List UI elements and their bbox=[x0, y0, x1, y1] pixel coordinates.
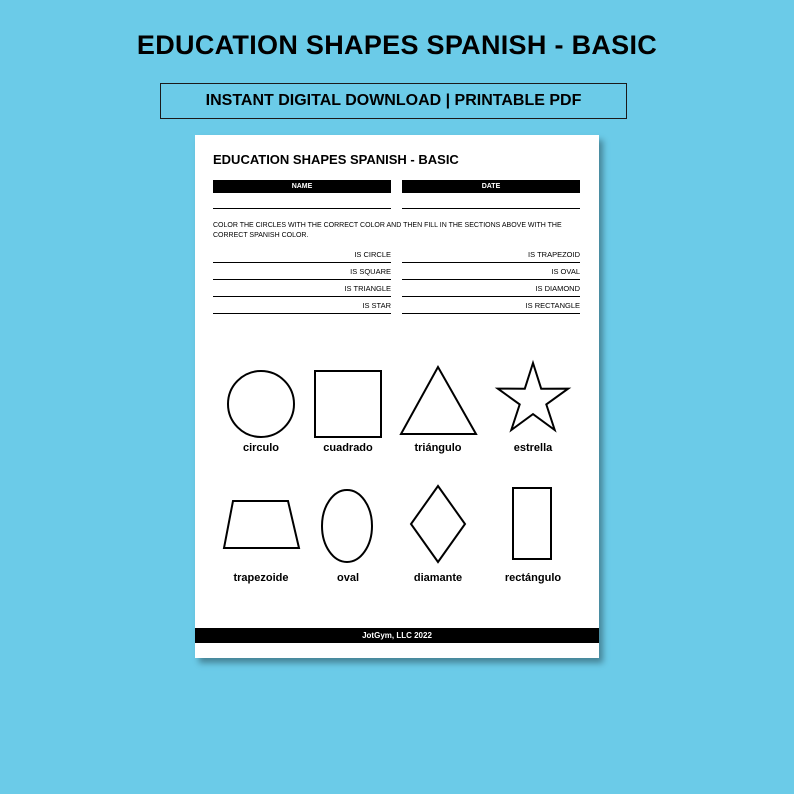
label-trapezoide: trapezoide bbox=[233, 572, 289, 584]
oval-shape bbox=[322, 490, 372, 562]
fill-row-triangle: IS TRIANGLE bbox=[213, 282, 391, 297]
diamond-shape bbox=[411, 486, 465, 562]
fill-row-trapezoid: IS TRAPEZOID bbox=[402, 248, 580, 263]
fill-row-square: IS SQUARE bbox=[213, 265, 391, 280]
triangle-shape bbox=[401, 367, 476, 434]
label-estrella: estrella bbox=[513, 442, 553, 454]
banner-title: EDUCATION SHAPES SPANISH - BASIC bbox=[136, 30, 658, 60]
label-circulo: circulo bbox=[242, 442, 280, 454]
fill-row-star: IS STAR bbox=[213, 299, 391, 314]
footer-bar: JotGym, LLC 2022 bbox=[195, 628, 599, 643]
fill-row-oval: IS OVAL bbox=[402, 265, 580, 280]
fill-row-circle: IS CIRCLE bbox=[213, 248, 391, 263]
square-shape bbox=[315, 371, 381, 437]
fill-row-diamond: IS DIAMOND bbox=[402, 282, 580, 297]
circle-shape bbox=[228, 371, 294, 437]
rectangle-shape bbox=[513, 488, 551, 559]
label-rectangulo: rectángulo bbox=[504, 572, 562, 584]
date-header: DATE bbox=[402, 180, 580, 193]
name-header: NAME bbox=[213, 180, 391, 193]
star-shape bbox=[498, 363, 568, 430]
trapezoid-shape bbox=[224, 501, 299, 548]
label-cuadrado: cuadrado bbox=[323, 442, 373, 454]
instructions-text: COLOR THE CIRCLES WITH THE CORRECT COLOR AND THEN FILL IN THE SECTIONS ABOVE WITH THE CORRECT SPANISH COLOR. bbox=[213, 222, 562, 239]
banner-subtitle: INSTANT DIGITAL DOWNLOAD | PRINTABLE PDF bbox=[160, 83, 627, 119]
fill-row-rectangle: IS RECTANGLE bbox=[402, 299, 580, 314]
sheet-title: EDUCATION SHAPES SPANISH - BASIC bbox=[213, 152, 459, 167]
worksheet-page bbox=[195, 135, 599, 658]
label-diamante: diamante bbox=[413, 572, 463, 584]
label-oval: oval bbox=[336, 572, 359, 584]
label-triangulo: triángulo bbox=[414, 442, 462, 454]
